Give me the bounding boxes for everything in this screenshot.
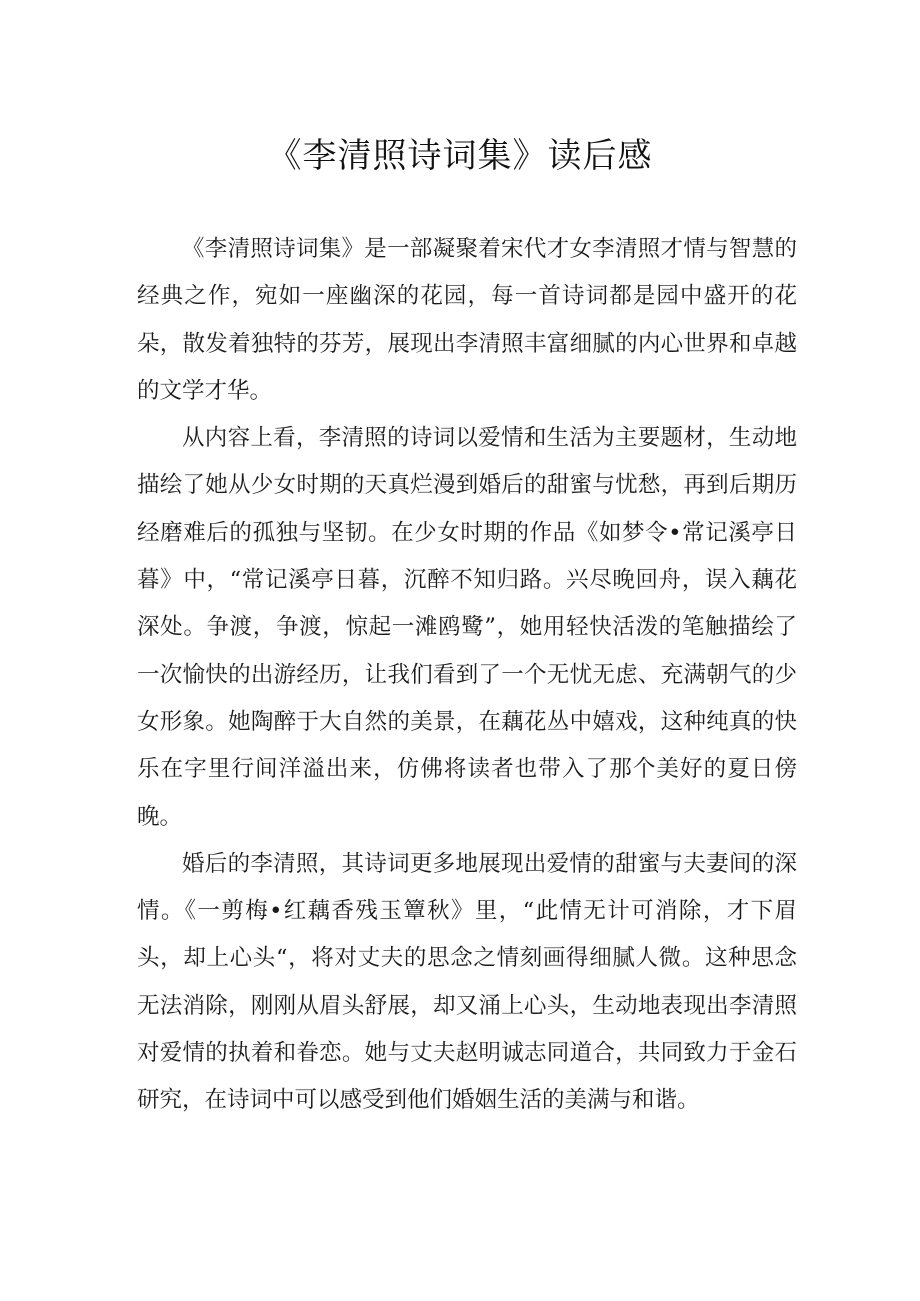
paragraph-content: 从内容上看，李清照的诗词以爱情和生活为主要题材，生动地描绘了她从少女时期的天真烂漫到婚后的甜蜜与忧愁，再到后期历经磨难后的孤独与坚韧。在少女时期的作品《如梦令•常记溪亭日暮》中，“常记溪亭日暮，沉醉不知归路。兴尽晚回舟，误入藕花深处。争渡，争渡，惊起一滩鸥鹭”，她用轻快活泼的笔触描绘了一次愉快的出游经历，让我们看到了一个无忧无虑、充满朝气的少女形象。她陶醉于大自然的美景，在藕花丛中嬉戏，这种纯真的快乐在字里行间洋溢出来，仿佛将读者也带入了那个美好的夏日傍晚。 bbox=[137, 425, 797, 830]
document-body bbox=[137, 226, 797, 1125]
document-title: 《李清照诗词集》读后感 bbox=[267, 136, 653, 176]
paragraph-intro: 《李清照诗词集》是一部凝聚着宋代才女李清照才情与智慧的经典之作，宛如一座幽深的花园，每一首诗词都是园中盛开的花朵，散发着独特的芬芳，展现出李清照丰富细腻的内心世界和卓越的文学才华。 bbox=[137, 236, 797, 404]
paragraph-marriage: 婚后的李清照，其诗词更多地展现出爱情的甜蜜与夫妻间的深情。《一剪梅•红藕香残玉簟秋》里，“此情无计可消除，才下眉头，却上心头“，将对丈夫的思念之情刻画得细腻人微。这种思念无法消除，刚刚从眉头舒展，却又涌上心头，生动地表现出李清照对爱情的执着和眷恋。她与丈夫赵明诚志同道合，共同致力于金石研究，在诗词中可以感受到他们婚姻生活的美满与和谐。 bbox=[137, 850, 797, 1114]
